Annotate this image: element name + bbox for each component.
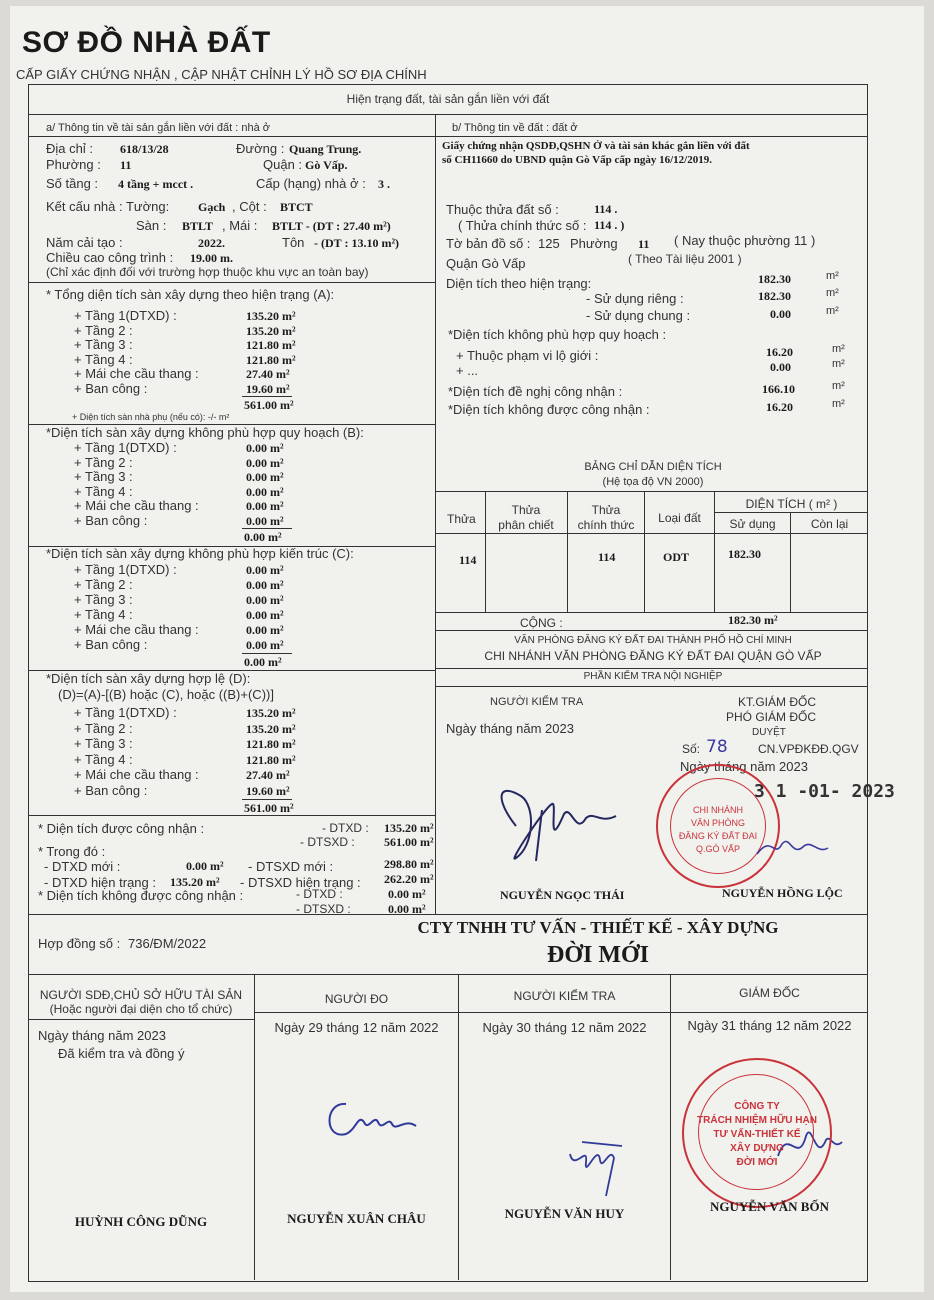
director-name: NGUYỄN VĂN BỐN [710,1199,829,1214]
current-ward-note: ( Nay thuộc phường 11 ) [674,233,816,248]
label: - DTSXD hiện trạng : [240,875,361,890]
inspector-name: NGUYỄN NGỌC THÁI [500,888,625,902]
other-area: 0.00 [770,360,791,374]
area-row-label: + Tầng 3 : [74,469,133,484]
label: + ... [456,363,479,378]
office-seal [656,764,780,888]
area-row-value: 135.20 m² [246,309,296,323]
unit: m² [832,358,845,370]
label: Quận : [263,157,303,172]
checker-date: Ngày 30 tháng 12 năm 2022 [482,1020,647,1035]
director-title: GIÁM ĐỐC [739,986,800,1000]
approval-number: 78 [706,737,728,757]
seal-text: TƯ VẤN-THIẾT KẾ [713,1129,801,1140]
signature-deputy [752,834,832,864]
area-row-value: 0.00 m² [246,563,284,577]
floors-value: 4 tầng + mcct . [118,177,194,191]
col-header-split-1: Thửa [511,503,541,517]
section-a-heading: * Tổng diện tích sàn xây dựng theo hiện trạng (A): [46,287,335,302]
label: , Mái : [222,218,258,233]
grade-value: 3 . [378,177,390,191]
area-row-label: + Mái che cầu thang : [74,498,199,513]
area-row-label: + Tầng 2 : [74,720,133,736]
seal-text: Q.GÒ VẤP [695,844,740,854]
label: Kết cấu nhà : Tường: [46,199,170,214]
area-row-label: + Mái che cầu thang : [74,622,199,637]
area-row-value: 0.00 m² [246,638,284,652]
approval-code: CN.VPĐKĐĐ.QGV [758,742,859,756]
area-row-label: + Ban công : [74,637,148,652]
area-row-label: + Tầng 1(DTXD) : [74,308,177,323]
height-value: 19.00 m. [190,251,233,265]
date-stamp: 3 1 -01- 2023 [754,781,895,802]
label: ( Thửa chính thức số : [458,218,587,233]
seal-text: CHI NHÁNH [692,805,743,815]
area-row-label: + Tầng 2 : [74,322,133,338]
current-area: 182.30 [758,272,791,286]
document-sheet [10,6,924,1292]
new-dtsxd: 298.80 m² [384,857,434,871]
surveyor-date: Ngày 29 tháng 12 năm 2022 [274,1020,439,1035]
table-subtitle: (Hệ tọa độ VN 2000) [602,476,704,488]
label: Thuộc thửa đất số : [446,202,559,217]
unrecognized-dtxd: 0.00 m² [388,887,426,901]
area-row-value: 27.40 m² [246,367,290,381]
area-row-value: 121.80 m² [246,338,296,352]
area-row-label: + Ban công : [74,380,148,396]
sum-line [242,528,292,529]
roof-value: BTLT - (DT : 27.40 m²) [272,219,391,233]
office-line-1: VĂN PHÒNG ĐĂNG KÝ ĐẤT ĐAI THÀNH PHỐ HỒ CHÍ MINH [514,635,792,646]
area-row-label: + Tầng 1(DTXD) : [74,440,177,455]
area-row-value: 27.40 m² [246,768,290,782]
company-name-2: ĐỜI MỚI [547,942,649,968]
seal-text: CÔNG TY [734,1101,780,1112]
cell-official: 114 [598,550,616,564]
label: - DTSXD : [296,902,351,916]
label: - Sử dụng chung : [586,308,691,323]
label: *Diện tích không được công nhận : [448,402,650,417]
area-row-label: + Ban công : [74,512,148,528]
surveyor-name: NGUYỄN XUÂN CHÂU [287,1211,426,1226]
col-header-used: Sử dụng [729,517,776,531]
total-label: CỘNG : [520,616,563,630]
area-row-label: + Tầng 3 : [74,736,133,751]
area-row-value: 0.00 m² [246,499,284,513]
col-header-land-type: Loại đất [658,511,701,525]
checker-name: NGUYỄN VĂN HUY [504,1206,625,1221]
col-header-remaining: Còn lại [810,517,849,531]
area-row-label: + Mái che cầu thang : [74,767,199,782]
proposed-area: 166.10 [762,382,795,396]
current-dtxd: 135.20 m² [170,875,220,889]
area-row-value: 0.00 m² [246,608,284,622]
label: Cấp (hạng) nhà ở : [256,176,366,191]
area-row-value: 0.00 m² [246,578,284,592]
area-total: 0.00 m² [244,530,282,544]
area-row-value: 135.20 m² [246,323,296,338]
area-total: 561.00 m² [244,801,294,815]
label: - DTXD : [322,821,369,835]
director-kt: KT.GIÁM ĐỐC [738,695,817,709]
col-header-official-1: Thửa [591,503,621,517]
label: * Diện tích được công nhận : [38,821,205,836]
approved: DUYỆT [752,727,786,738]
year-value: 2022. [198,236,225,250]
label: Tờ bản đồ số : [446,236,531,251]
seal-text: ĐỜI MỚI [736,1157,778,1168]
deputy-name: NGUYỄN HỒNG LỘC [722,886,843,900]
document-title: SƠ ĐỒ NHÀ ĐẤT [22,26,271,59]
label: Đường : [236,141,285,156]
area-row-label: + Tầng 2 : [74,577,133,592]
area-row-label: + Tầng 4 : [74,483,133,499]
seal-text: VĂN PHÒNG [690,818,745,828]
signature-checker [562,1132,642,1202]
area-total: 0.00 m² [244,655,282,669]
area-row-label: + Tầng 3 : [74,592,133,607]
area-row-value: 0.00 m² [246,513,284,528]
section-d-formula: (D)=(A)-[(B) hoặc (C), hoặc ((B)+(C))] [58,687,274,702]
source-note: ( Theo Tài liệu 2001 ) [628,252,742,266]
tin-roof-value: - (DT : 13.10 m²) [314,236,400,250]
map-sheet: 125 [538,236,560,251]
section-b-heading: *Diện tích sàn xây dựng không phù hợp quy hoạch (B): [46,425,364,440]
parcel-number: 114 . [594,202,618,216]
label: * Diện tích không được công nhận : [38,888,244,903]
area-row-label: + Mái che cầu thang : [74,366,199,381]
area-row-label: + Tầng 2 : [74,454,133,470]
right-heading: b/ Thông tin về đất : đất ở [452,122,578,134]
sum-line [242,799,292,800]
column-value: BTCT [280,200,313,214]
internal-check: PHẦN KIỂM TRA NỘI NGHIỆP [583,671,723,682]
unrecognized-dtsxd: 0.00 m² [388,902,426,916]
label: + Thuộc phạm vi lộ giới : [456,348,599,363]
unit: m² [832,343,845,355]
district: Quận Gò Vấp [446,256,526,271]
unit: m² [826,270,839,282]
label: - DTSXD mới : [248,859,334,874]
official-parcel: 114 . ) [594,218,625,232]
label: Tôn [282,235,305,250]
shared-area: 0.00 [770,307,791,321]
deputy-director: PHÓ GIÁM ĐỐC [726,710,817,724]
area-row-label: + Tầng 1(DTXD) : [74,562,177,577]
section-c-heading: *Diện tích sàn xây dựng không phù hợp kiến trúc (C): [46,546,354,561]
inspector-date: Ngày tháng năm 2023 [446,721,574,736]
label: - Sử dụng riêng : [586,291,684,306]
label: Số: [682,742,701,756]
area-row-value: 0.00 m² [246,455,284,470]
note: (Chỉ xác định đối với trường hợp thuộc khu vực an toàn bay) [46,265,369,279]
auxiliary-area: + Diện tích sàn nhà phụ (nếu có): -/- m² [72,412,230,422]
col-header-parcel: Thửa [447,512,476,526]
owner-title: NGƯỜI SDĐ,CHỦ SỞ HỮU TÀI SẢN [39,988,243,1002]
cell-used-area: 182.30 [728,547,761,561]
label: * Trong đó : [38,844,106,859]
owner-name: HUỲNH CÔNG DŨNG [74,1214,208,1229]
area-row-value: 0.00 m² [246,593,284,607]
owner-agreement: Đã kiểm tra và đồng ý [58,1046,185,1061]
label: Hợp đồng số : [38,936,121,951]
area-row-label: + Ban công : [74,782,148,798]
cell-land-type: ODT [663,550,690,564]
certificate-line-1: Giấy chứng nhận QSDĐ,QSHN Ở và tài sản khác gắn liền với đất [442,140,750,152]
office-line-2: CHI NHÁNH VĂN PHÒNG ĐĂNG KÝ ĐẤT ĐAI QUẬN GÒ VẤP [484,649,822,663]
current-dtsxd: 262.20 m² [384,872,434,886]
owner-subtitle: (Hoặc người đại diện cho tổ chức) [49,1002,233,1016]
sum-line [242,396,292,397]
address-value: 618/13/28 [120,142,169,156]
area-row-label: + Tầng 4 : [74,751,133,767]
label: *Diện tích không phù hợp quy hoạch : [448,327,667,342]
area-row-value: 0.00 m² [246,484,284,499]
contract-number: 736/ĐM/2022 [128,936,207,951]
rejected-area: 16.20 [766,400,793,414]
cell-parcel: 114 [459,553,477,567]
signature-surveyor [316,1092,426,1152]
owner-date: Ngày tháng năm 2023 [38,1028,166,1043]
total-area: 182.30 m² [728,613,778,627]
col-header-official-2: chính thức [577,518,635,532]
label: Diện tích theo hiện trạng: [446,276,592,291]
col-header-split-2: phân chiết [498,518,554,532]
recognized-dtxd: 135.20 m² [384,821,434,835]
area-row-label: + Tầng 4 : [74,351,133,367]
company-name-1: CTY TNHH TƯ VẤN - THIẾT KẾ - XÂY DỰNG [417,918,779,937]
section-d-heading: *Diện tích sàn xây dựng hợp lệ (D): [46,671,251,686]
checker-title: NGƯỜI KIỂM TRA [513,989,616,1003]
section-title: Hiện trạng đất, tài sản gắn liền với đất [346,92,550,106]
label: , Cột : [232,199,267,214]
seal-text: TRÁCH NHIỆM HỮU HẠN [697,1115,817,1126]
label: Địa chỉ : [46,141,93,156]
street-value: Quang Trung. [289,142,362,156]
area-row-label: + Tầng 3 : [74,337,133,352]
road-boundary-area: 16.20 [766,345,793,359]
district-value: Gò Vấp. [305,158,348,172]
director-date: Ngày 31 tháng 12 năm 2022 [687,1018,852,1033]
label: Chiều cao công trình : [46,250,174,265]
label: - DTXD mới : [44,859,121,874]
unit: m² [832,398,845,410]
area-row-value: 135.20 m² [246,721,296,736]
area-row-value: 19.60 m² [246,381,290,396]
area-row-label: + Tầng 1(DTXD) : [74,705,177,720]
new-dtxd: 0.00 m² [186,859,224,873]
wall-value: Gạch [198,200,226,214]
surveyor-title: NGƯỜI ĐO [324,992,389,1006]
ward-value: 11 [120,158,132,172]
unit: m² [826,305,839,317]
recognized-dtsxd: 561.00 m² [384,835,434,849]
document-subtitle: CẤP GIẤY CHỨNG NHẬN , CẬP NHẬT CHỈNH LÝ HỒ SƠ ĐỊA CHÍNH [16,67,427,82]
col-header-area: DIỆN TÍCH ( m² ) [745,497,838,511]
label: Năm cải tạo : [46,235,123,250]
area-row-value: 19.60 m² [246,783,290,798]
area-total: 561.00 m² [244,398,294,412]
area-row-value: 0.00 m² [246,441,284,455]
area-row-value: 0.00 m² [246,623,284,637]
area-row-value: 121.80 m² [246,752,296,767]
label: Phường : [46,157,101,172]
label: - DTXD : [296,887,343,901]
label: Số tầng : [46,176,99,191]
inspector-title: NGƯỜI KIỂM TRA [490,696,584,708]
area-row-value: 0.00 m² [246,470,284,484]
label: *Diện tích đề nghị công nhận : [448,384,623,399]
area-row-value: 135.20 m² [246,706,296,720]
sum-line [242,653,292,654]
label: - DTXD hiện trạng : [44,875,156,890]
certificate-line-2: số CH11660 do UBND quận Gò Vấp cấp ngày 16/12/2019. [442,154,712,166]
unit: m² [826,287,839,299]
approval-date: Ngày tháng năm 2023 [680,759,808,774]
seal-text: XÂY DỰNG [730,1143,784,1154]
signature-inspector [476,766,626,876]
area-row-label: + Tầng 4 : [74,607,133,622]
label: Sàn : [136,218,167,233]
seal-text: ĐĂNG KÝ ĐẤT ĐAI [678,831,758,841]
area-row-value: 121.80 m² [246,352,296,367]
floor-material: BTLT [182,219,213,233]
label: - DTSXD : [300,835,355,849]
table-title: BẢNG CHỈ DẪN DIỆN TÍCH [584,461,722,473]
company-seal [682,1058,832,1208]
unit: m² [832,380,845,392]
area-row-value: 121.80 m² [246,737,296,751]
left-heading: a/ Thông tin về tài sản gắn liền với đất : nhà ở [46,122,270,134]
label: Phường [570,236,618,251]
private-area: 182.30 [758,289,791,303]
ward-number: 11 [638,237,650,251]
